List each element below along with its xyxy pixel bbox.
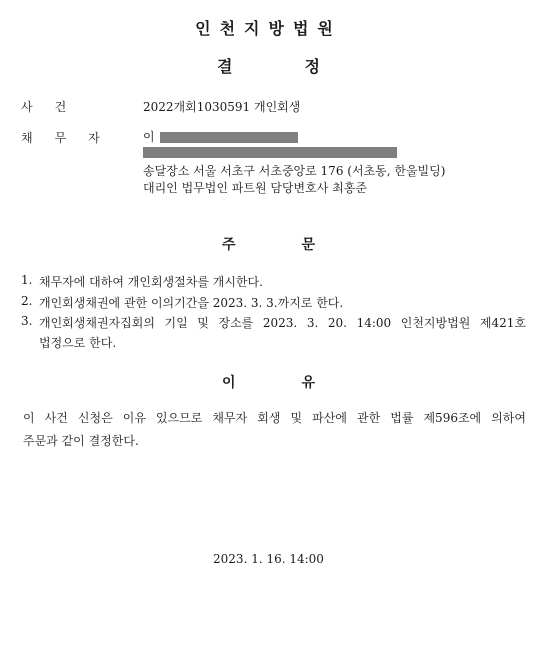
order-item-text-continued: 법정으로 한다. [39,336,117,350]
debtor-name-line [143,128,298,145]
debtor-agent: 대리인 법무법인 파트원 담당변호사 최홍준 [143,181,367,195]
order-item-number: 2. [21,294,33,308]
debtor-name-prefix: 이 [143,130,155,144]
reason-text-line-2: 주문과 같이 결정한다. [23,434,139,448]
order-item-number: 3. [21,314,33,328]
debtor-label: 채무자 [21,131,122,145]
order-item-number: 1. [21,273,33,287]
order-heading: 주문 [221,237,382,253]
case-label: 사건 [21,100,89,114]
debtor-address: 송달장소 서울 서초구 서초중앙로 176 (서초동, 한울빌딩) [143,164,446,178]
redacted-resident-number [143,147,397,158]
reason-heading: 이유 [221,375,382,391]
reason-text-line-1: 이 사건 신청은 이유 있으므로 채무자 회생 및 파산에 관한 법률 제596조에 의하여 [23,411,526,425]
decision-date: 2023. 1. 16. 14:00 [213,552,324,566]
order-item-text: 개인회생채권에 관한 이의기간을 2023. 3. 3.까지로 한다. [39,296,344,310]
order-item-text: 채무자에 대하여 개인회생절차를 개시한다. [39,275,263,289]
court-name: 인천지방법원 [195,19,342,38]
case-value: 2022개회1030591 개인회생 [143,100,301,114]
debtor-redacted-line [143,145,397,159]
redacted-name [160,132,298,143]
order-item-text: 개인회생채권자집회의 기일 및 장소를 2023. 3. 20. 14:00 인천지방법원 제421호 [39,316,526,330]
document-title: 결정 [217,57,392,76]
